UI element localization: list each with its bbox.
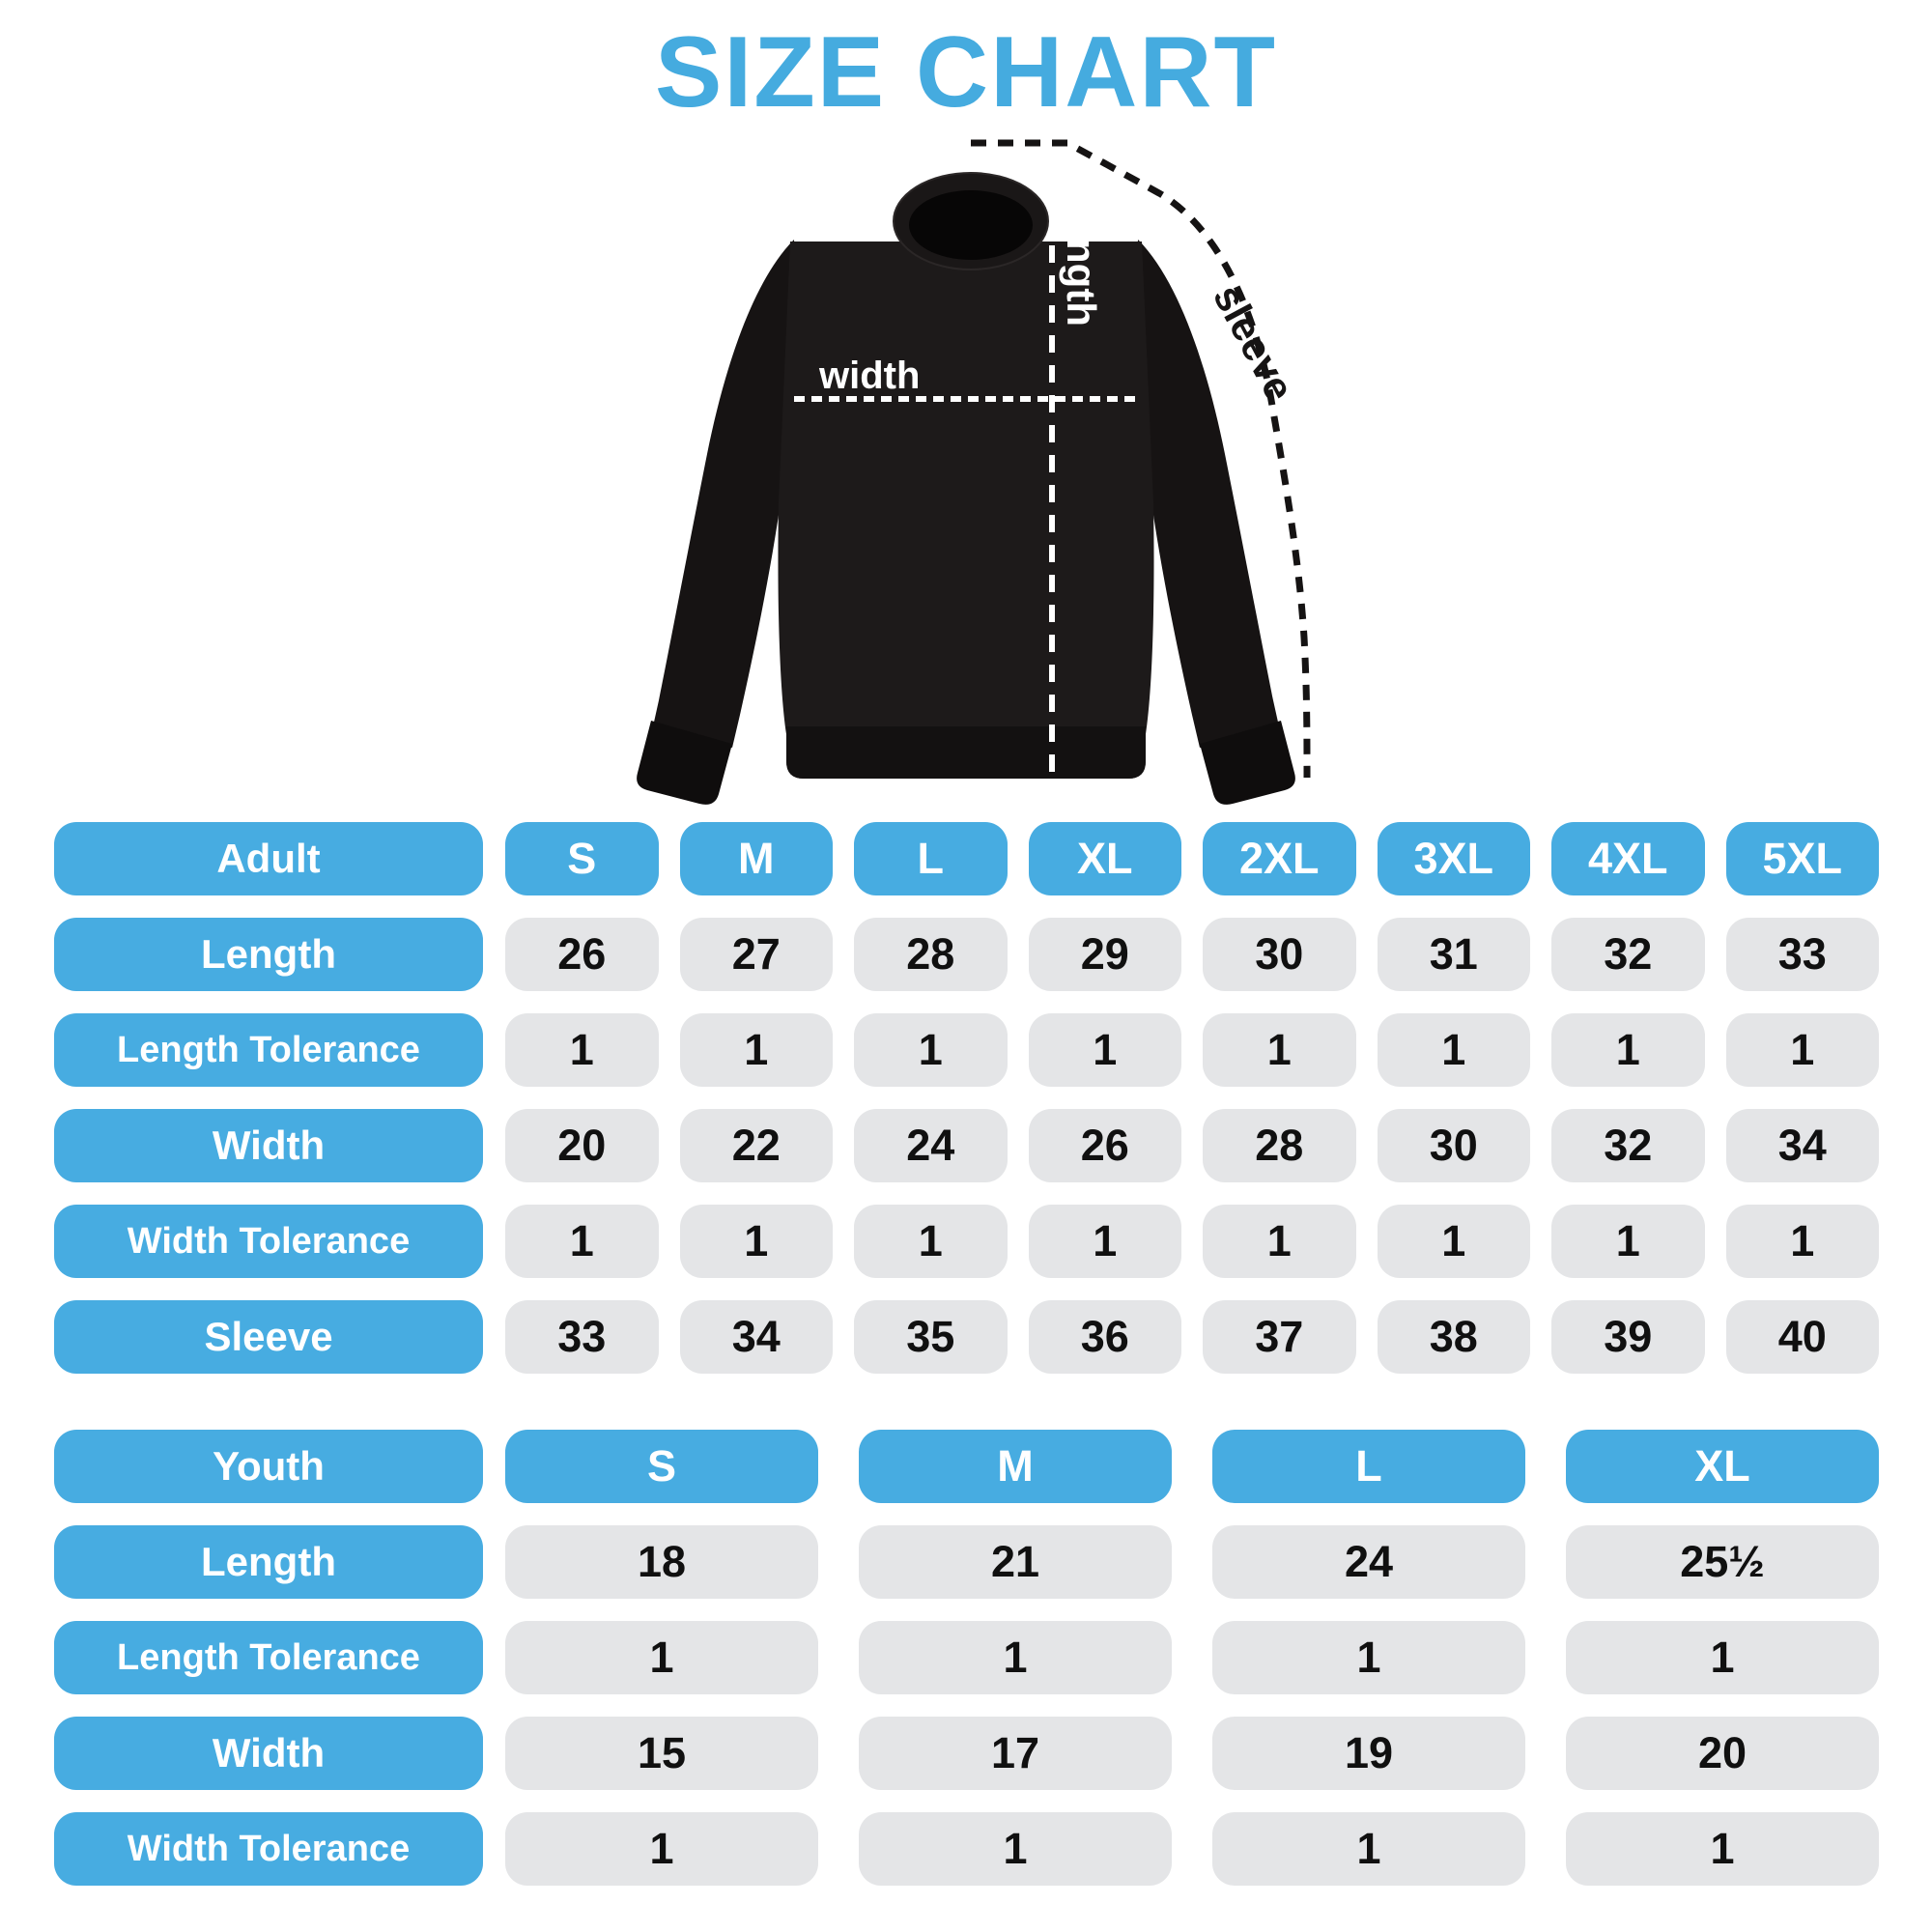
value-cell: 39 <box>1551 1300 1705 1374</box>
youth-width-row <box>54 1717 1879 1790</box>
value-cell: 1 <box>1566 1812 1879 1886</box>
youth-length-row <box>54 1525 1879 1599</box>
page-title: SIZE CHART <box>655 16 1277 128</box>
value-cell: 1 <box>505 1812 818 1886</box>
value-cell: 1 <box>854 1013 1008 1087</box>
value-cell: 1 <box>505 1621 818 1694</box>
adult-size-table <box>54 822 1879 1396</box>
value-cell: 1 <box>1029 1205 1182 1278</box>
adult-length-row <box>54 918 1879 991</box>
value-cell: 28 <box>1203 1109 1356 1182</box>
value-cell: 1 <box>1726 1013 1880 1087</box>
value-cell: 31 <box>1378 918 1531 991</box>
value-cell: 33 <box>505 1300 659 1374</box>
youth-width-tolerance-row <box>54 1812 1879 1886</box>
adult-sleeve-row <box>54 1300 1879 1374</box>
value-cell: 1 <box>1566 1621 1879 1694</box>
youth-size-table <box>54 1430 1879 1908</box>
adult-length-tolerance-row <box>54 1013 1879 1087</box>
value-cell: 34 <box>1726 1109 1880 1182</box>
value-cell: 27 <box>680 918 834 991</box>
value-cell: 32 <box>1551 1109 1705 1182</box>
youth-header-m: M <box>859 1430 1172 1503</box>
youth-header-s: S <box>505 1430 818 1503</box>
value-cell: 1 <box>1551 1205 1705 1278</box>
youth-header-row <box>54 1430 1879 1503</box>
row-label: Width <box>54 1717 483 1790</box>
value-cell: 30 <box>1378 1109 1531 1182</box>
value-cell: 1 <box>854 1205 1008 1278</box>
value-cell: 1 <box>1212 1812 1525 1886</box>
value-cell: 21 <box>859 1525 1172 1599</box>
width-label: width <box>819 355 921 397</box>
youth-header-l: L <box>1212 1430 1525 1503</box>
adult-header-row <box>54 822 1879 895</box>
value-cell: 1 <box>1378 1205 1531 1278</box>
row-label: Width <box>54 1109 483 1182</box>
value-cell: 1 <box>1212 1621 1525 1694</box>
value-cell: 24 <box>854 1109 1008 1182</box>
value-cell: 35 <box>854 1300 1008 1374</box>
value-cell: 38 <box>1378 1300 1531 1374</box>
sleeve-label: sleeve <box>1205 277 1303 409</box>
value-cell: 1 <box>505 1013 659 1087</box>
row-label: Length Tolerance <box>54 1621 483 1694</box>
value-cell: 36 <box>1029 1300 1182 1374</box>
adult-header-5xl: 5XL <box>1726 822 1880 895</box>
value-cell: 37 <box>1203 1300 1356 1374</box>
youth-length-tolerance-row <box>54 1621 1879 1694</box>
row-label: Length <box>54 918 483 991</box>
value-cell: 29 <box>1029 918 1182 991</box>
value-cell: 24 <box>1212 1525 1525 1599</box>
value-cell: 1 <box>859 1812 1172 1886</box>
value-cell: 22 <box>680 1109 834 1182</box>
value-cell: 25½ <box>1566 1525 1879 1599</box>
adult-header-xl: XL <box>1029 822 1182 895</box>
value-cell: 33 <box>1726 918 1880 991</box>
value-cell: 1 <box>1726 1205 1880 1278</box>
value-cell: 34 <box>680 1300 834 1374</box>
row-label: Width Tolerance <box>54 1205 483 1278</box>
adult-table-title: Adult <box>54 822 483 895</box>
value-cell: 1 <box>1378 1013 1531 1087</box>
value-cell: 1 <box>1551 1013 1705 1087</box>
value-cell: 20 <box>1566 1717 1879 1790</box>
adult-header-l: L <box>854 822 1008 895</box>
adult-header-2xl: 2XL <box>1203 822 1356 895</box>
youth-header-xl: XL <box>1566 1430 1879 1503</box>
adult-width-tolerance-row <box>54 1205 1879 1278</box>
value-cell: 1 <box>859 1621 1172 1694</box>
value-cell: 20 <box>505 1109 659 1182</box>
value-cell: 26 <box>1029 1109 1182 1182</box>
value-cell: 26 <box>505 918 659 991</box>
adult-header-s: S <box>505 822 659 895</box>
value-cell: 1 <box>680 1205 834 1278</box>
value-cell: 18 <box>505 1525 818 1599</box>
value-cell: 32 <box>1551 918 1705 991</box>
value-cell: 19 <box>1212 1717 1525 1790</box>
value-cell: 28 <box>854 918 1008 991</box>
adult-header-m: M <box>680 822 834 895</box>
value-cell: 1 <box>680 1013 834 1087</box>
row-label: Width Tolerance <box>54 1812 483 1886</box>
adult-width-row <box>54 1109 1879 1182</box>
youth-table-title: Youth <box>54 1430 483 1503</box>
hem-band <box>786 726 1146 779</box>
adult-header-3xl: 3XL <box>1378 822 1531 895</box>
value-cell: 17 <box>859 1717 1172 1790</box>
value-cell: 40 <box>1726 1300 1880 1374</box>
collar-inner <box>909 190 1033 260</box>
sweatshirt-diagram <box>541 97 1410 831</box>
left-sleeve <box>653 240 798 748</box>
row-label: Length Tolerance <box>54 1013 483 1087</box>
value-cell: 30 <box>1203 918 1356 991</box>
value-cell: 1 <box>1203 1013 1356 1087</box>
value-cell: 1 <box>1203 1205 1356 1278</box>
value-cell: 1 <box>505 1205 659 1278</box>
length-label: length <box>1059 205 1104 327</box>
value-cell: 1 <box>1029 1013 1182 1087</box>
value-cell: 15 <box>505 1717 818 1790</box>
adult-header-4xl: 4XL <box>1551 822 1705 895</box>
row-label: Length <box>54 1525 483 1599</box>
row-label: Sleeve <box>54 1300 483 1374</box>
